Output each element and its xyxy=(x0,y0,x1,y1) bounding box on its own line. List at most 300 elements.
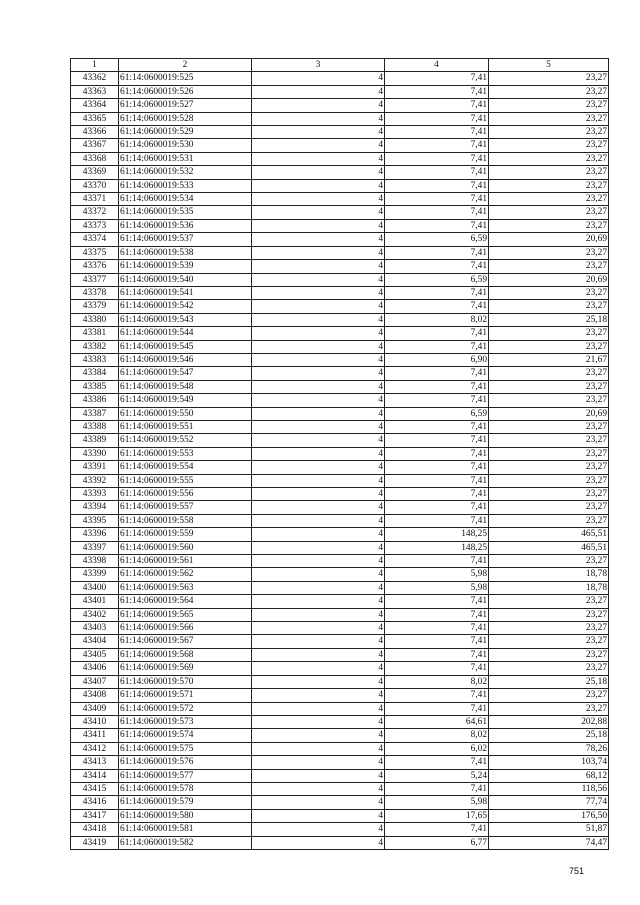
row-number-cell: 43394 xyxy=(71,501,119,514)
col4-cell: 6,77 xyxy=(385,836,489,849)
col5-cell: 23,27 xyxy=(489,461,609,474)
col3-cell: 4 xyxy=(252,327,385,340)
table-row xyxy=(71,823,609,836)
col3-cell: 4 xyxy=(252,488,385,501)
table-row xyxy=(71,166,609,179)
col4-cell: 8,02 xyxy=(385,313,489,326)
col3-cell: 4 xyxy=(252,367,385,380)
cadastral-number-cell: 61:14:0600019:578 xyxy=(119,782,252,795)
table-row xyxy=(71,675,609,688)
col3-cell: 4 xyxy=(252,756,385,769)
col3-cell: 4 xyxy=(252,206,385,219)
row-number-cell: 43375 xyxy=(71,246,119,259)
col3-cell: 4 xyxy=(252,622,385,635)
col5-cell: 23,27 xyxy=(489,608,609,621)
row-number-cell: 43395 xyxy=(71,514,119,527)
col4-cell: 7,41 xyxy=(385,166,489,179)
cadastral-number-cell: 61:14:0600019:569 xyxy=(119,662,252,675)
cadastral-number-cell: 61:14:0600019:564 xyxy=(119,595,252,608)
cadastral-number-cell: 61:14:0600019:543 xyxy=(119,313,252,326)
col4-cell: 6,59 xyxy=(385,273,489,286)
col5-cell: 23,27 xyxy=(489,689,609,702)
cadastral-number-cell: 61:14:0600019:570 xyxy=(119,675,252,688)
row-number-cell: 43403 xyxy=(71,622,119,635)
table-row xyxy=(71,353,609,366)
col5-cell: 23,27 xyxy=(489,394,609,407)
row-number-cell: 43388 xyxy=(71,420,119,433)
col5-cell: 23,27 xyxy=(489,434,609,447)
cadastral-number-cell: 61:14:0600019:580 xyxy=(119,809,252,822)
cadastral-number-cell: 61:14:0600019:582 xyxy=(119,836,252,849)
row-number-cell: 43368 xyxy=(71,152,119,165)
col4-cell: 7,41 xyxy=(385,179,489,192)
table-row xyxy=(71,595,609,608)
col3-cell: 4 xyxy=(252,595,385,608)
row-number-cell: 43416 xyxy=(71,796,119,809)
col3-cell: 4 xyxy=(252,126,385,139)
row-number-cell: 43379 xyxy=(71,300,119,313)
cadastral-number-cell: 61:14:0600019:557 xyxy=(119,501,252,514)
col4-cell: 7,41 xyxy=(385,622,489,635)
row-number-cell: 43385 xyxy=(71,380,119,393)
col3-cell: 4 xyxy=(252,528,385,541)
col5-cell: 23,27 xyxy=(489,447,609,460)
col3-cell: 4 xyxy=(252,662,385,675)
col3-cell: 4 xyxy=(252,286,385,299)
col5-cell: 23,27 xyxy=(489,595,609,608)
cadastral-number-cell: 61:14:0600019:542 xyxy=(119,300,252,313)
row-number-cell: 43412 xyxy=(71,742,119,755)
cadastral-number-cell: 61:14:0600019:571 xyxy=(119,689,252,702)
col3-cell: 4 xyxy=(252,139,385,152)
col3-cell: 4 xyxy=(252,353,385,366)
cadastral-number-cell: 61:14:0600019:563 xyxy=(119,581,252,594)
table-row xyxy=(71,313,609,326)
col4-cell: 17,65 xyxy=(385,809,489,822)
cadastral-number-cell: 61:14:0600019:574 xyxy=(119,729,252,742)
col4-cell: 7,41 xyxy=(385,555,489,568)
col5-cell: 23,27 xyxy=(489,300,609,313)
col5-cell: 118,56 xyxy=(489,782,609,795)
cadastral-number-cell: 61:14:0600019:581 xyxy=(119,823,252,836)
col4-cell: 148,25 xyxy=(385,528,489,541)
col4-cell: 6,90 xyxy=(385,353,489,366)
cadastral-number-cell: 61:14:0600019:527 xyxy=(119,99,252,112)
row-number-cell: 43406 xyxy=(71,662,119,675)
col4-cell: 7,41 xyxy=(385,514,489,527)
table-row xyxy=(71,99,609,112)
col5-cell: 51,87 xyxy=(489,823,609,836)
table-row xyxy=(71,179,609,192)
col3-cell: 4 xyxy=(252,474,385,487)
cadastral-number-cell: 61:14:0600019:567 xyxy=(119,635,252,648)
col4-cell: 148,25 xyxy=(385,541,489,554)
row-number-cell: 43401 xyxy=(71,595,119,608)
table-row xyxy=(71,514,609,527)
cadastral-number-cell: 61:14:0600019:553 xyxy=(119,447,252,460)
cadastral-number-cell: 61:14:0600019:576 xyxy=(119,756,252,769)
col5-cell: 25,18 xyxy=(489,729,609,742)
table-row xyxy=(71,112,609,125)
cadastral-number-cell: 61:14:0600019:575 xyxy=(119,742,252,755)
row-number-cell: 43419 xyxy=(71,836,119,849)
col4-cell: 8,02 xyxy=(385,729,489,742)
row-number-cell: 43387 xyxy=(71,407,119,420)
col5-cell: 23,27 xyxy=(489,488,609,501)
col5-cell: 77,74 xyxy=(489,796,609,809)
cadastral-number-cell: 61:14:0600019:550 xyxy=(119,407,252,420)
col3-cell: 4 xyxy=(252,769,385,782)
col4-cell: 7,41 xyxy=(385,662,489,675)
col4-cell: 64,61 xyxy=(385,715,489,728)
table-header xyxy=(71,59,609,72)
header-cell-4: 4 xyxy=(385,59,489,72)
row-number-cell: 43414 xyxy=(71,769,119,782)
table-row xyxy=(71,581,609,594)
col3-cell: 4 xyxy=(252,836,385,849)
col5-cell: 23,27 xyxy=(489,112,609,125)
table-row xyxy=(71,555,609,568)
table-row xyxy=(71,809,609,822)
row-number-cell: 43404 xyxy=(71,635,119,648)
table-row xyxy=(71,420,609,433)
row-number-cell: 43392 xyxy=(71,474,119,487)
col3-cell: 4 xyxy=(252,152,385,165)
col3-cell: 4 xyxy=(252,608,385,621)
row-number-cell: 43381 xyxy=(71,327,119,340)
col4-cell: 6,59 xyxy=(385,407,489,420)
data-table xyxy=(70,58,609,850)
cadastral-number-cell: 61:14:0600019:555 xyxy=(119,474,252,487)
header-cell-3: 3 xyxy=(252,59,385,72)
row-number-cell: 43382 xyxy=(71,340,119,353)
col5-cell: 103,74 xyxy=(489,756,609,769)
row-number-cell: 43363 xyxy=(71,85,119,98)
table-row xyxy=(71,568,609,581)
cadastral-number-cell: 61:14:0600019:548 xyxy=(119,380,252,393)
col4-cell: 7,41 xyxy=(385,367,489,380)
table-row xyxy=(71,434,609,447)
header-cell-1: 1 xyxy=(71,59,119,72)
cadastral-number-cell: 61:14:0600019:532 xyxy=(119,166,252,179)
col3-cell: 4 xyxy=(252,273,385,286)
col3-cell: 4 xyxy=(252,166,385,179)
col4-cell: 7,41 xyxy=(385,434,489,447)
row-number-cell: 43384 xyxy=(71,367,119,380)
cadastral-number-cell: 61:14:0600019:577 xyxy=(119,769,252,782)
table-row xyxy=(71,85,609,98)
row-number-cell: 43364 xyxy=(71,99,119,112)
col4-cell: 7,41 xyxy=(385,394,489,407)
col4-cell: 7,41 xyxy=(385,327,489,340)
col3-cell: 4 xyxy=(252,675,385,688)
cadastral-number-cell: 61:14:0600019:539 xyxy=(119,260,252,273)
col3-cell: 4 xyxy=(252,219,385,232)
col4-cell: 7,41 xyxy=(385,648,489,661)
col4-cell: 7,41 xyxy=(385,689,489,702)
col3-cell: 4 xyxy=(252,782,385,795)
table-row xyxy=(71,622,609,635)
col3-cell: 4 xyxy=(252,715,385,728)
col4-cell: 5,24 xyxy=(385,769,489,782)
col5-cell: 465,51 xyxy=(489,541,609,554)
row-number-cell: 43365 xyxy=(71,112,119,125)
row-number-cell: 43417 xyxy=(71,809,119,822)
col5-cell: 78,26 xyxy=(489,742,609,755)
row-number-cell: 43389 xyxy=(71,434,119,447)
col5-cell: 18,78 xyxy=(489,581,609,594)
col3-cell: 4 xyxy=(252,742,385,755)
table-row xyxy=(71,782,609,795)
col5-cell: 176,50 xyxy=(489,809,609,822)
col3-cell: 4 xyxy=(252,420,385,433)
row-number-cell: 43399 xyxy=(71,568,119,581)
table-row xyxy=(71,407,609,420)
table-row xyxy=(71,541,609,554)
col3-cell: 4 xyxy=(252,434,385,447)
table-row xyxy=(71,139,609,152)
col5-cell: 23,27 xyxy=(489,555,609,568)
col4-cell: 7,41 xyxy=(385,206,489,219)
row-number-cell: 43369 xyxy=(71,166,119,179)
table-row xyxy=(71,474,609,487)
table-row xyxy=(71,702,609,715)
cadastral-number-cell: 61:14:0600019:526 xyxy=(119,85,252,98)
col4-cell: 7,41 xyxy=(385,286,489,299)
row-number-cell: 43383 xyxy=(71,353,119,366)
table-row xyxy=(71,327,609,340)
col4-cell: 7,41 xyxy=(385,420,489,433)
cadastral-number-cell: 61:14:0600019:572 xyxy=(119,702,252,715)
table-row xyxy=(71,756,609,769)
col5-cell: 18,78 xyxy=(489,568,609,581)
col3-cell: 4 xyxy=(252,568,385,581)
table-row xyxy=(71,662,609,675)
col4-cell: 6,59 xyxy=(385,233,489,246)
col5-cell: 23,27 xyxy=(489,662,609,675)
cadastral-number-cell: 61:14:0600019:544 xyxy=(119,327,252,340)
col5-cell: 23,27 xyxy=(489,420,609,433)
col3-cell: 4 xyxy=(252,300,385,313)
row-number-cell: 43418 xyxy=(71,823,119,836)
table-row xyxy=(71,246,609,259)
cadastral-number-cell: 61:14:0600019:534 xyxy=(119,193,252,206)
col5-cell: 23,27 xyxy=(489,193,609,206)
cadastral-number-cell: 61:14:0600019:525 xyxy=(119,72,252,85)
col4-cell: 7,41 xyxy=(385,461,489,474)
col4-cell: 7,41 xyxy=(385,72,489,85)
table-row xyxy=(71,193,609,206)
col4-cell: 7,41 xyxy=(385,756,489,769)
cadastral-number-cell: 61:14:0600019:573 xyxy=(119,715,252,728)
row-number-cell: 43371 xyxy=(71,193,119,206)
col4-cell: 5,98 xyxy=(385,568,489,581)
table-row xyxy=(71,836,609,849)
col5-cell: 25,18 xyxy=(489,675,609,688)
col4-cell: 7,41 xyxy=(385,782,489,795)
cadastral-number-cell: 61:14:0600019:554 xyxy=(119,461,252,474)
col4-cell: 7,41 xyxy=(385,474,489,487)
col3-cell: 4 xyxy=(252,514,385,527)
row-number-cell: 43390 xyxy=(71,447,119,460)
row-number-cell: 43376 xyxy=(71,260,119,273)
col3-cell: 4 xyxy=(252,461,385,474)
col3-cell: 4 xyxy=(252,501,385,514)
table-row xyxy=(71,219,609,232)
cadastral-number-cell: 61:14:0600019:558 xyxy=(119,514,252,527)
col5-cell: 21,67 xyxy=(489,353,609,366)
cadastral-number-cell: 61:14:0600019:559 xyxy=(119,528,252,541)
col4-cell: 7,41 xyxy=(385,152,489,165)
table-row xyxy=(71,273,609,286)
cadastral-number-cell: 61:14:0600019:530 xyxy=(119,139,252,152)
table-row xyxy=(71,300,609,313)
col3-cell: 4 xyxy=(252,380,385,393)
col5-cell: 465,51 xyxy=(489,528,609,541)
cadastral-number-cell: 61:14:0600019:566 xyxy=(119,622,252,635)
cadastral-number-cell: 61:14:0600019:552 xyxy=(119,434,252,447)
col4-cell: 7,41 xyxy=(385,99,489,112)
col3-cell: 4 xyxy=(252,702,385,715)
table-row xyxy=(71,72,609,85)
row-number-cell: 43410 xyxy=(71,715,119,728)
table-row xyxy=(71,260,609,273)
table-row xyxy=(71,729,609,742)
cadastral-number-cell: 61:14:0600019:535 xyxy=(119,206,252,219)
cadastral-number-cell: 61:14:0600019:546 xyxy=(119,353,252,366)
col4-cell: 7,41 xyxy=(385,300,489,313)
col5-cell: 23,27 xyxy=(489,501,609,514)
col3-cell: 4 xyxy=(252,99,385,112)
col5-cell: 23,27 xyxy=(489,635,609,648)
col5-cell: 20,69 xyxy=(489,233,609,246)
col3-cell: 4 xyxy=(252,407,385,420)
col5-cell: 23,27 xyxy=(489,85,609,98)
row-number-cell: 43386 xyxy=(71,394,119,407)
col5-cell: 23,27 xyxy=(489,219,609,232)
row-number-cell: 43408 xyxy=(71,689,119,702)
col5-cell: 23,27 xyxy=(489,327,609,340)
table-row xyxy=(71,689,609,702)
table-row xyxy=(71,367,609,380)
col3-cell: 4 xyxy=(252,555,385,568)
row-number-cell: 43409 xyxy=(71,702,119,715)
col4-cell: 7,41 xyxy=(385,447,489,460)
col5-cell: 23,27 xyxy=(489,179,609,192)
cadastral-number-cell: 61:14:0600019:565 xyxy=(119,608,252,621)
table-row xyxy=(71,286,609,299)
row-number-cell: 43391 xyxy=(71,461,119,474)
col3-cell: 4 xyxy=(252,796,385,809)
col3-cell: 4 xyxy=(252,648,385,661)
row-number-cell: 43405 xyxy=(71,648,119,661)
col5-cell: 23,27 xyxy=(489,139,609,152)
col5-cell: 23,27 xyxy=(489,622,609,635)
row-number-cell: 43407 xyxy=(71,675,119,688)
row-number-cell: 43377 xyxy=(71,273,119,286)
col4-cell: 7,41 xyxy=(385,246,489,259)
table-row xyxy=(71,394,609,407)
cadastral-number-cell: 61:14:0600019:579 xyxy=(119,796,252,809)
col5-cell: 23,27 xyxy=(489,474,609,487)
col5-cell: 23,27 xyxy=(489,246,609,259)
table-row xyxy=(71,769,609,782)
col4-cell: 5,98 xyxy=(385,581,489,594)
col4-cell: 7,41 xyxy=(385,702,489,715)
col5-cell: 68,12 xyxy=(489,769,609,782)
col3-cell: 4 xyxy=(252,689,385,702)
col4-cell: 7,41 xyxy=(385,380,489,393)
col4-cell: 7,41 xyxy=(385,595,489,608)
table-row xyxy=(71,461,609,474)
col5-cell: 23,27 xyxy=(489,206,609,219)
cadastral-number-cell: 61:14:0600019:538 xyxy=(119,246,252,259)
table-row xyxy=(71,488,609,501)
table-row xyxy=(71,206,609,219)
table-row xyxy=(71,380,609,393)
col5-cell: 23,27 xyxy=(489,99,609,112)
table-row xyxy=(71,233,609,246)
col4-cell: 7,41 xyxy=(385,501,489,514)
header-row xyxy=(71,59,609,72)
table-row xyxy=(71,447,609,460)
cadastral-number-cell: 61:14:0600019:528 xyxy=(119,112,252,125)
row-number-cell: 43372 xyxy=(71,206,119,219)
cadastral-number-cell: 61:14:0600019:556 xyxy=(119,488,252,501)
cadastral-number-cell: 61:14:0600019:562 xyxy=(119,568,252,581)
col5-cell: 23,27 xyxy=(489,260,609,273)
col3-cell: 4 xyxy=(252,112,385,125)
header-cell-2: 2 xyxy=(119,59,252,72)
table-row xyxy=(71,635,609,648)
col4-cell: 7,41 xyxy=(385,260,489,273)
col5-cell: 23,27 xyxy=(489,166,609,179)
table-row xyxy=(71,648,609,661)
col3-cell: 4 xyxy=(252,260,385,273)
cadastral-number-cell: 61:14:0600019:541 xyxy=(119,286,252,299)
col4-cell: 7,41 xyxy=(385,608,489,621)
row-number-cell: 43373 xyxy=(71,219,119,232)
col5-cell: 23,27 xyxy=(489,367,609,380)
row-number-cell: 43411 xyxy=(71,729,119,742)
col3-cell: 4 xyxy=(252,809,385,822)
col4-cell: 7,41 xyxy=(385,85,489,98)
col5-cell: 23,27 xyxy=(489,72,609,85)
cadastral-number-cell: 61:14:0600019:537 xyxy=(119,233,252,246)
col4-cell: 7,41 xyxy=(385,139,489,152)
col5-cell: 74,47 xyxy=(489,836,609,849)
col5-cell: 25,18 xyxy=(489,313,609,326)
row-number-cell: 43400 xyxy=(71,581,119,594)
col3-cell: 4 xyxy=(252,581,385,594)
cadastral-number-cell: 61:14:0600019:549 xyxy=(119,394,252,407)
col3-cell: 4 xyxy=(252,233,385,246)
table-row xyxy=(71,528,609,541)
col4-cell: 7,41 xyxy=(385,340,489,353)
row-number-cell: 43362 xyxy=(71,72,119,85)
table-row xyxy=(71,715,609,728)
col3-cell: 4 xyxy=(252,541,385,554)
table-row xyxy=(71,796,609,809)
row-number-cell: 43367 xyxy=(71,139,119,152)
row-number-cell: 43402 xyxy=(71,608,119,621)
col4-cell: 7,41 xyxy=(385,219,489,232)
row-number-cell: 43380 xyxy=(71,313,119,326)
cadastral-number-cell: 61:14:0600019:529 xyxy=(119,126,252,139)
col3-cell: 4 xyxy=(252,447,385,460)
col3-cell: 4 xyxy=(252,823,385,836)
col4-cell: 8,02 xyxy=(385,675,489,688)
